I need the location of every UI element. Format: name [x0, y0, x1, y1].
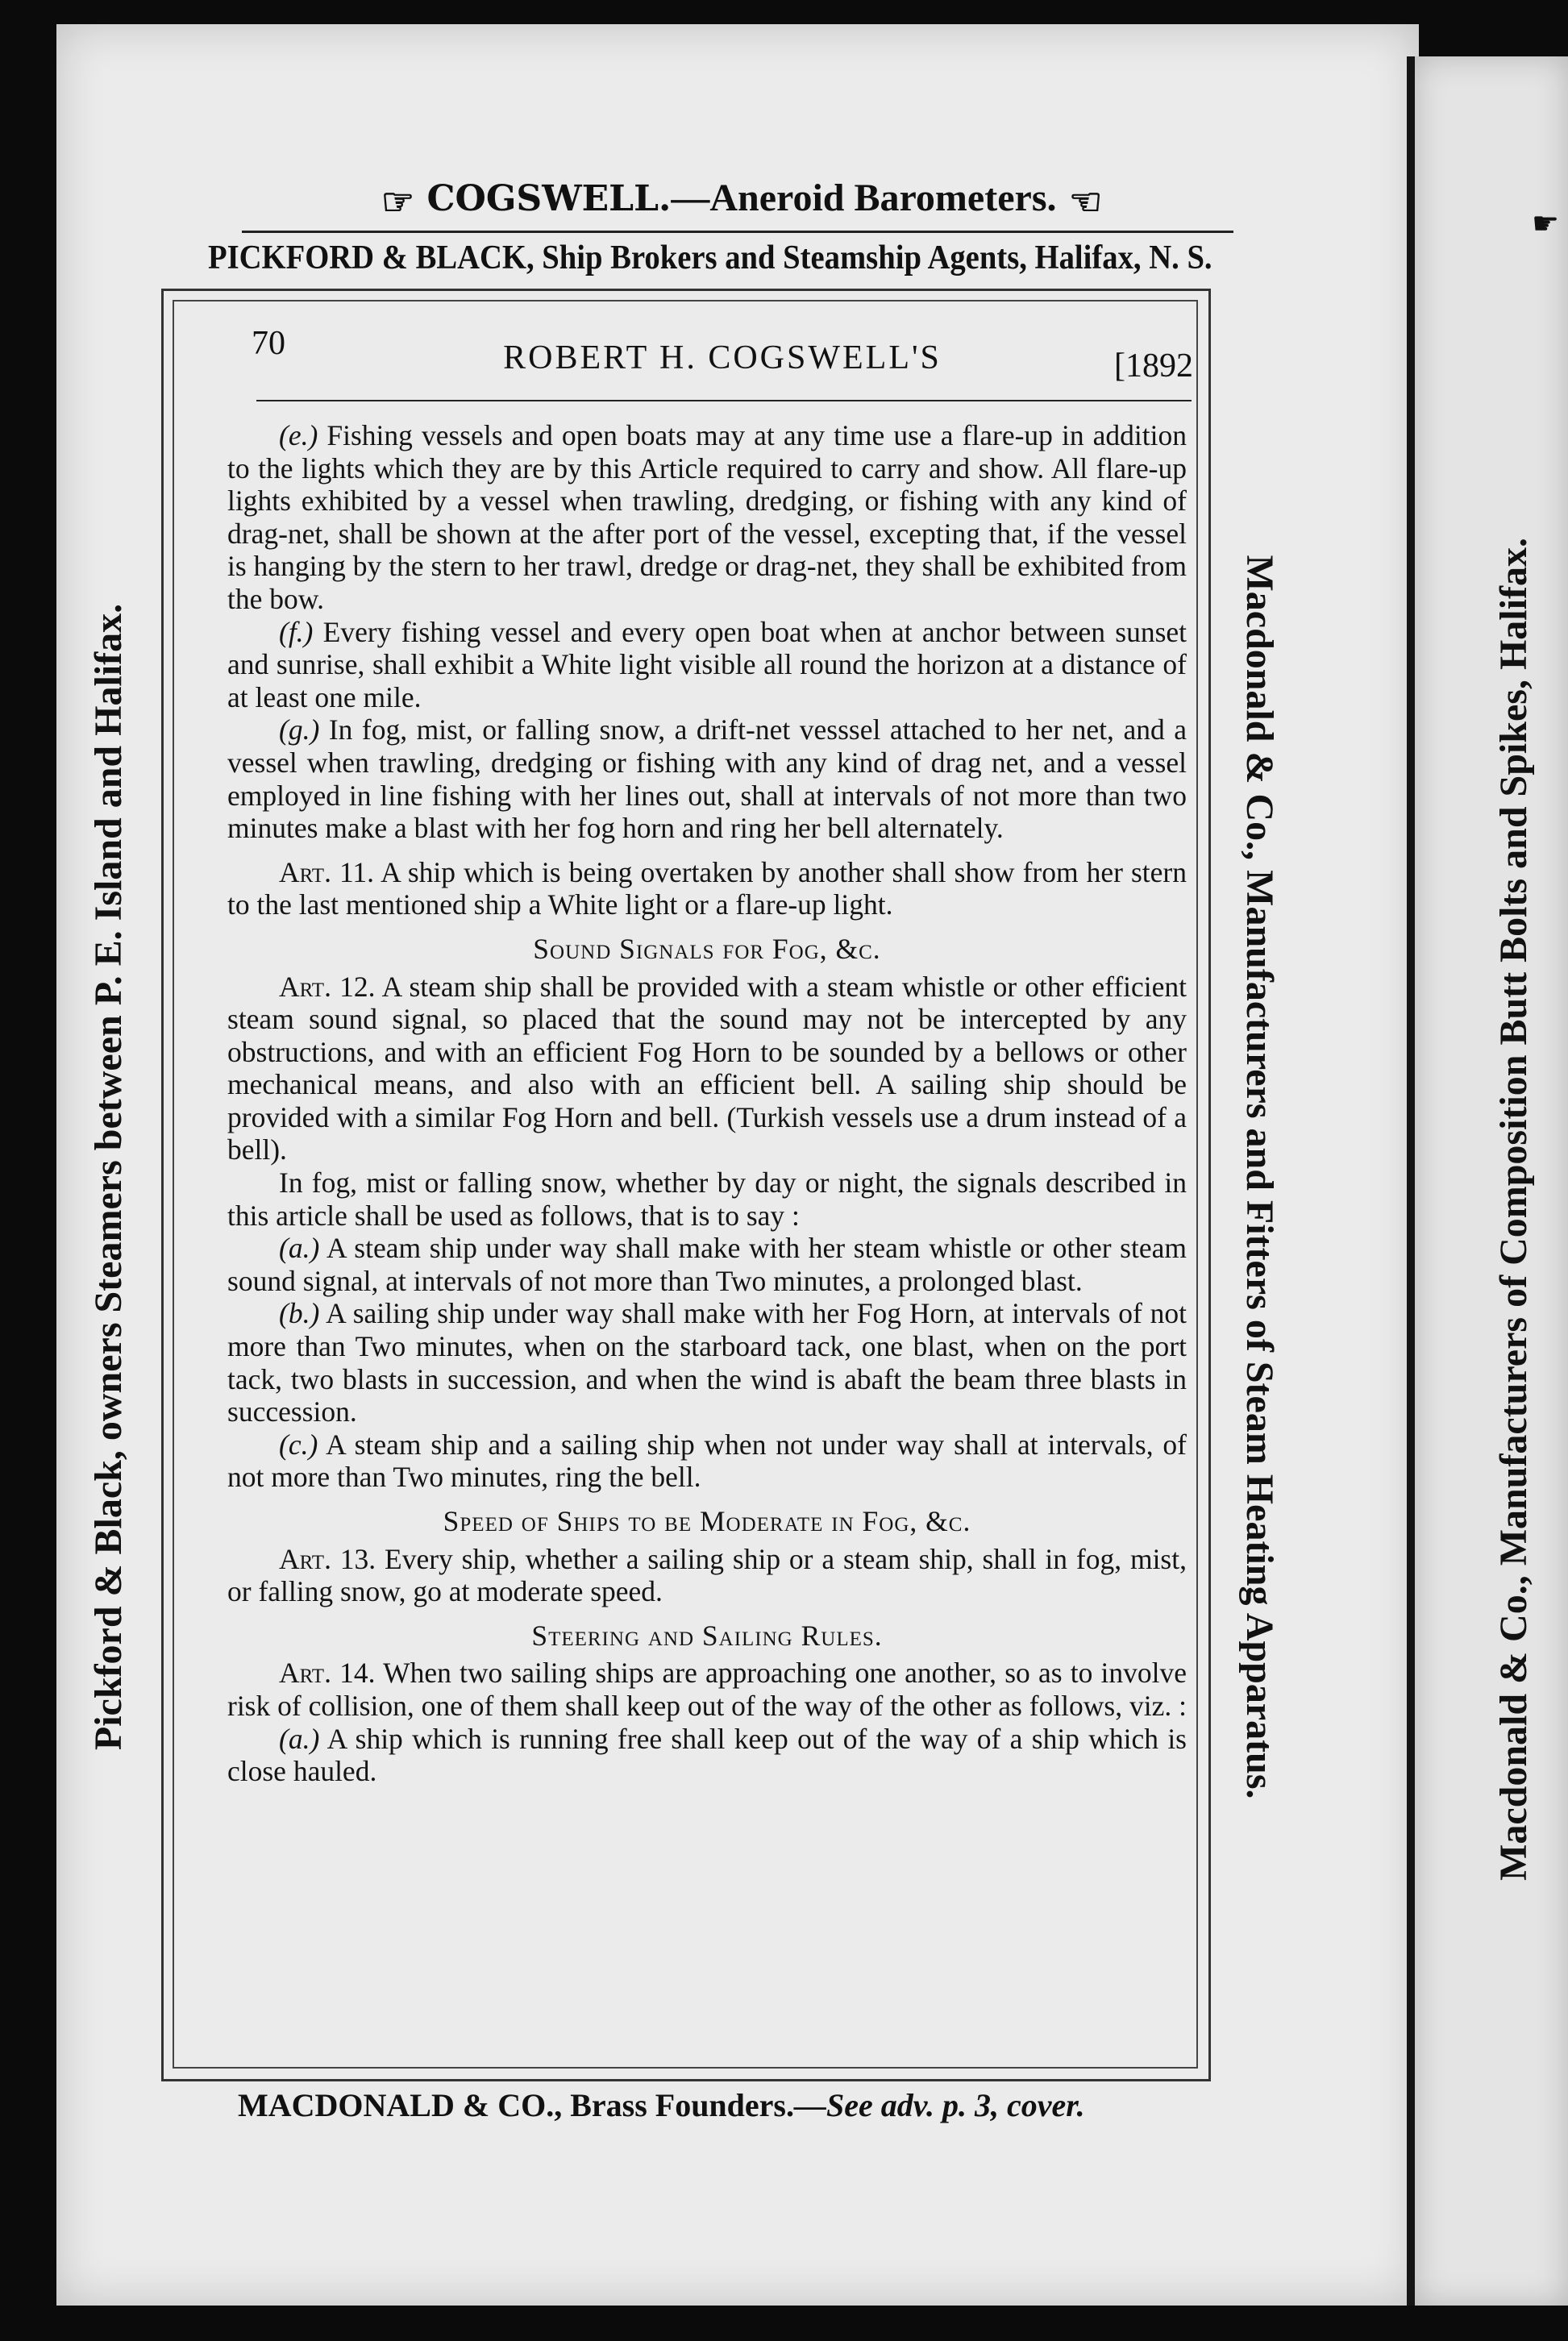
clause-label: (a.): [279, 1722, 320, 1755]
clause-text: A steam ship and a sailing ship when not under way shall at intervals, of not more than Two minutes, ring the bell.: [227, 1428, 1187, 1494]
macdonald-ad-reference: —See adv. p. 3, cover.: [794, 2087, 1085, 2123]
paragraph-g: [227, 713, 1187, 844]
clause-text: A sailing ship under way shall make with her Fog Horn, at intervals of not more than Two minutes, when on the starboard tack, one blast, when on the port tack, two blasts in succession, and when the wind is abaft the beam three blasts in succession.: [227, 1297, 1187, 1428]
clause-label: (a.): [279, 1232, 320, 1265]
clause-text: A ship which is running free shall keep out of the way of a ship which is close hauled.: [227, 1722, 1187, 1788]
running-title: ROBERT H. COGSWELL'S: [503, 339, 942, 376]
paragraph-f: [227, 616, 1187, 714]
paragraph-14a: [227, 1723, 1187, 1788]
article-14: [227, 1657, 1187, 1722]
side-ad-next-page: Macdonald & Co., Manufacturers of Composition Butt Bolts and Spikes, Halifax.: [1492, 538, 1535, 1881]
article-11: [227, 856, 1187, 921]
clause-label: (b.): [279, 1297, 320, 1330]
clause-label: (c.): [279, 1428, 318, 1461]
article-label: Art. 12.: [279, 970, 376, 1003]
article-label: Art. 11.: [279, 855, 375, 888]
paragraph-b: [227, 1297, 1187, 1428]
section-heading-speed: Speed of Ships to be Moderate in Fog, &c.: [443, 1505, 971, 1537]
pointing-hand-icon: ☞: [1068, 179, 1103, 223]
macdonald-ad-text: MACDONALD & CO., Brass Founders.: [238, 2087, 794, 2123]
clause-text: Every fishing vessel and every open boat when at anchor between sunset and sunrise, shall exhibit a White light visible all round the horizon at a distance of at least one mile.: [227, 615, 1187, 713]
cogswell-tagline: —Aneroid Barometers.: [671, 177, 1057, 219]
side-ad-right: Macdonald & Co., Manufacturers and Fitters of Steam Heating Apparatus.: [1238, 555, 1281, 1799]
article-label: Art. 14.: [279, 1657, 376, 1690]
page-number: 70: [252, 325, 285, 362]
clause-text: In fog, mist, or falling snow, a drift-net vesssel attached to her net, and a vessel when trawling, dredging or fishing with any kind of drag net, and a vessel employed in line fishing with her lines out, shall at intervals of not more than two minutes make a blast with her fog horn and ring her bell alternately.: [227, 713, 1187, 845]
pointing-hand-icon: ☛: [1532, 206, 1560, 241]
cogswell-barometer-ad: [331, 176, 1153, 223]
clause-label: (e.): [279, 419, 318, 451]
pointing-hand-icon: ☞: [381, 179, 415, 223]
article-text: A ship which is being overtaken by another shall show from her stern to the last mentioned ship a White light or a flare-up light.: [227, 855, 1187, 921]
running-year: [1892: [1114, 347, 1193, 385]
section-heading-steering: Steering and Sailing Rules.: [531, 1619, 883, 1652]
macdonald-founders-ad: [238, 2086, 1165, 2124]
article-13: [227, 1543, 1187, 1608]
header-rule: [242, 231, 1233, 233]
side-ad-left: Pickford & Black, owners Steamers between P. E. Island and Halifax.: [87, 603, 130, 1751]
cogswell-brand: COGSWELL.: [426, 178, 672, 219]
clause-label: (f.): [279, 615, 314, 648]
section-heading-sound-signals: Sound Signals for Fog, &c.: [533, 932, 881, 965]
article-text: A steam ship shall be provided with a steam whistle or other efficient steam sound signal, so placed that the sound may not be intercepted by any obstructions, and with an efficient Fog Horn to be sounded by a bellows or other mechanical means, and also with an efficient bell. A sailing ship should be provided with a similar Fog Horn and bell. (Turkish vessels use a drum instead of a bell).: [227, 970, 1187, 1166]
article-label: Art. 13.: [279, 1542, 376, 1575]
article-12: [227, 971, 1187, 1167]
paragraph-c: [227, 1428, 1187, 1494]
clause-text: Fishing vessels and open boats may at any time use a flare-up in addition to the lights which they are by this Article required to carry and show. All flare-up lights exhibited by a vessel when trawling, dredging, or fishing with any kind of drag-net, shall be shown at the after port of the vessel, excepting that, if the vessel is hanging by the stern to her trawl, dredge or drag-net, they shall be exhibited from the bow.: [227, 419, 1187, 615]
paragraph-fog-signals: In fog, mist or falling snow, whether by day or night, the signals described in this article shall be used as follows, that is to say :: [227, 1166, 1187, 1232]
paragraph-a: [227, 1232, 1187, 1297]
clause-text: A steam ship under way shall make with her steam whistle or other steam sound signal, at intervals of not more than Two minutes, a prolonged blast.: [227, 1232, 1187, 1297]
paragraph-e: [227, 419, 1187, 616]
pickford-black-ad: PICKFORD & BLACK, Ship Brokers and Steamship Agents, Halifax, N. S.: [208, 239, 1212, 277]
clause-label: (g.): [279, 713, 320, 746]
running-head-rule: [256, 400, 1192, 401]
article-text: When two sailing ships are approaching one another, so as to involve risk of collision, one of them shall keep out of the way of the other as follows, viz. :: [227, 1657, 1187, 1722]
running-head: [252, 324, 1193, 385]
page-body: [227, 419, 1187, 1788]
article-text: Every ship, whether a sailing ship or a steam ship, shall in fog, mist, or falling snow, go at moderate speed.: [227, 1542, 1187, 1608]
